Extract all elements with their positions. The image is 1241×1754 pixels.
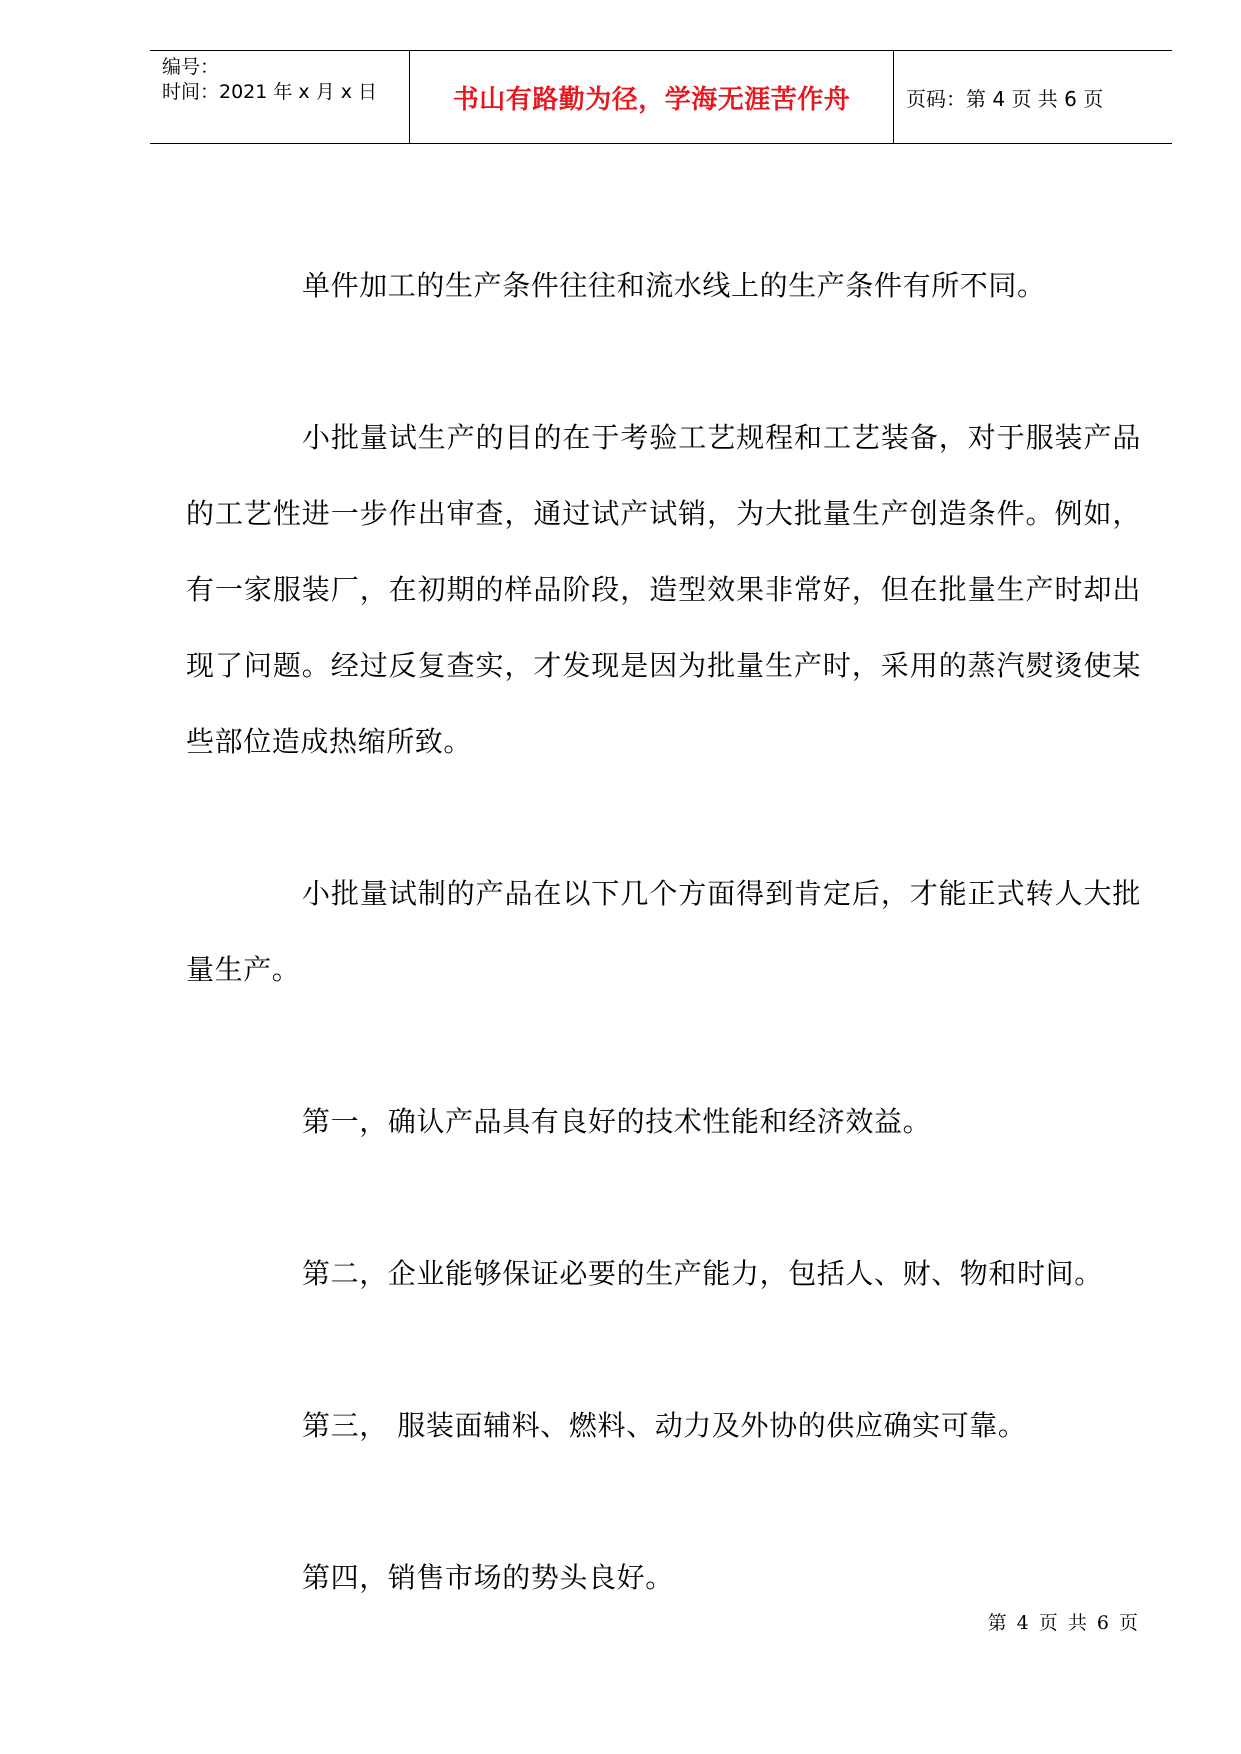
paragraph-2: 小批量试生产的目的在于考验工艺规程和工艺装备，对于服装产品的工艺性进一步作出审查，通过试产试销，为大批量生产创造条件。例如，有一家服装厂，在初期的样品阶段，造型效果非常好，但在批量生产时却出现了问题。经过反复查实，才发现是因为批量生产时，采用的蒸汽熨烫使某些部位造成热缩所致。 (186, 421, 1141, 758)
paragraph-gap (186, 1008, 1141, 1084)
paragraph-4: 第一，确认产品具有良好的技术性能和经济效益。 (302, 1105, 932, 1138)
paragraph-gap (186, 1312, 1141, 1388)
paragraph-3: 小批量试制的产品在以下几个方面得到肯定后，才能正式转人大批量生产。 (186, 877, 1141, 986)
paragraph-gap (186, 1464, 1141, 1540)
header-meta (150, 51, 410, 143)
document-body (186, 248, 1141, 1616)
page-footer-number: 第 4 页 共 6 页 (987, 1612, 1140, 1634)
paragraph-1: 单件加工的生产条件往往和流水线上的生产条件有所不同。 (302, 269, 1046, 302)
paragraph-6: 第三， 服装面辅料、燃料、动力及外协的供应确实可靠。 (302, 1409, 1027, 1442)
paragraph-5: 第二，企业能够保证必要的生产能力，包括人、财、物和时间。 (302, 1257, 1103, 1290)
header-motto-cell (410, 51, 894, 143)
paragraph-gap (186, 780, 1141, 856)
document-time: 时间：2021 年 x 月 x 日 (162, 81, 378, 103)
paragraph-7: 第四，销售市场的势头良好。 (302, 1561, 674, 1594)
paragraph-gap (186, 324, 1141, 400)
page-header (150, 50, 1172, 144)
document-number-label: 编号： (162, 56, 220, 78)
paragraph-gap (186, 1160, 1141, 1236)
header-page-code: 页码：第 4 页 共 6 页 (906, 86, 1104, 111)
header-motto: 书山有路勤为径，学海无涯苦作舟 (452, 84, 851, 115)
header-page-code-cell (894, 51, 1172, 143)
